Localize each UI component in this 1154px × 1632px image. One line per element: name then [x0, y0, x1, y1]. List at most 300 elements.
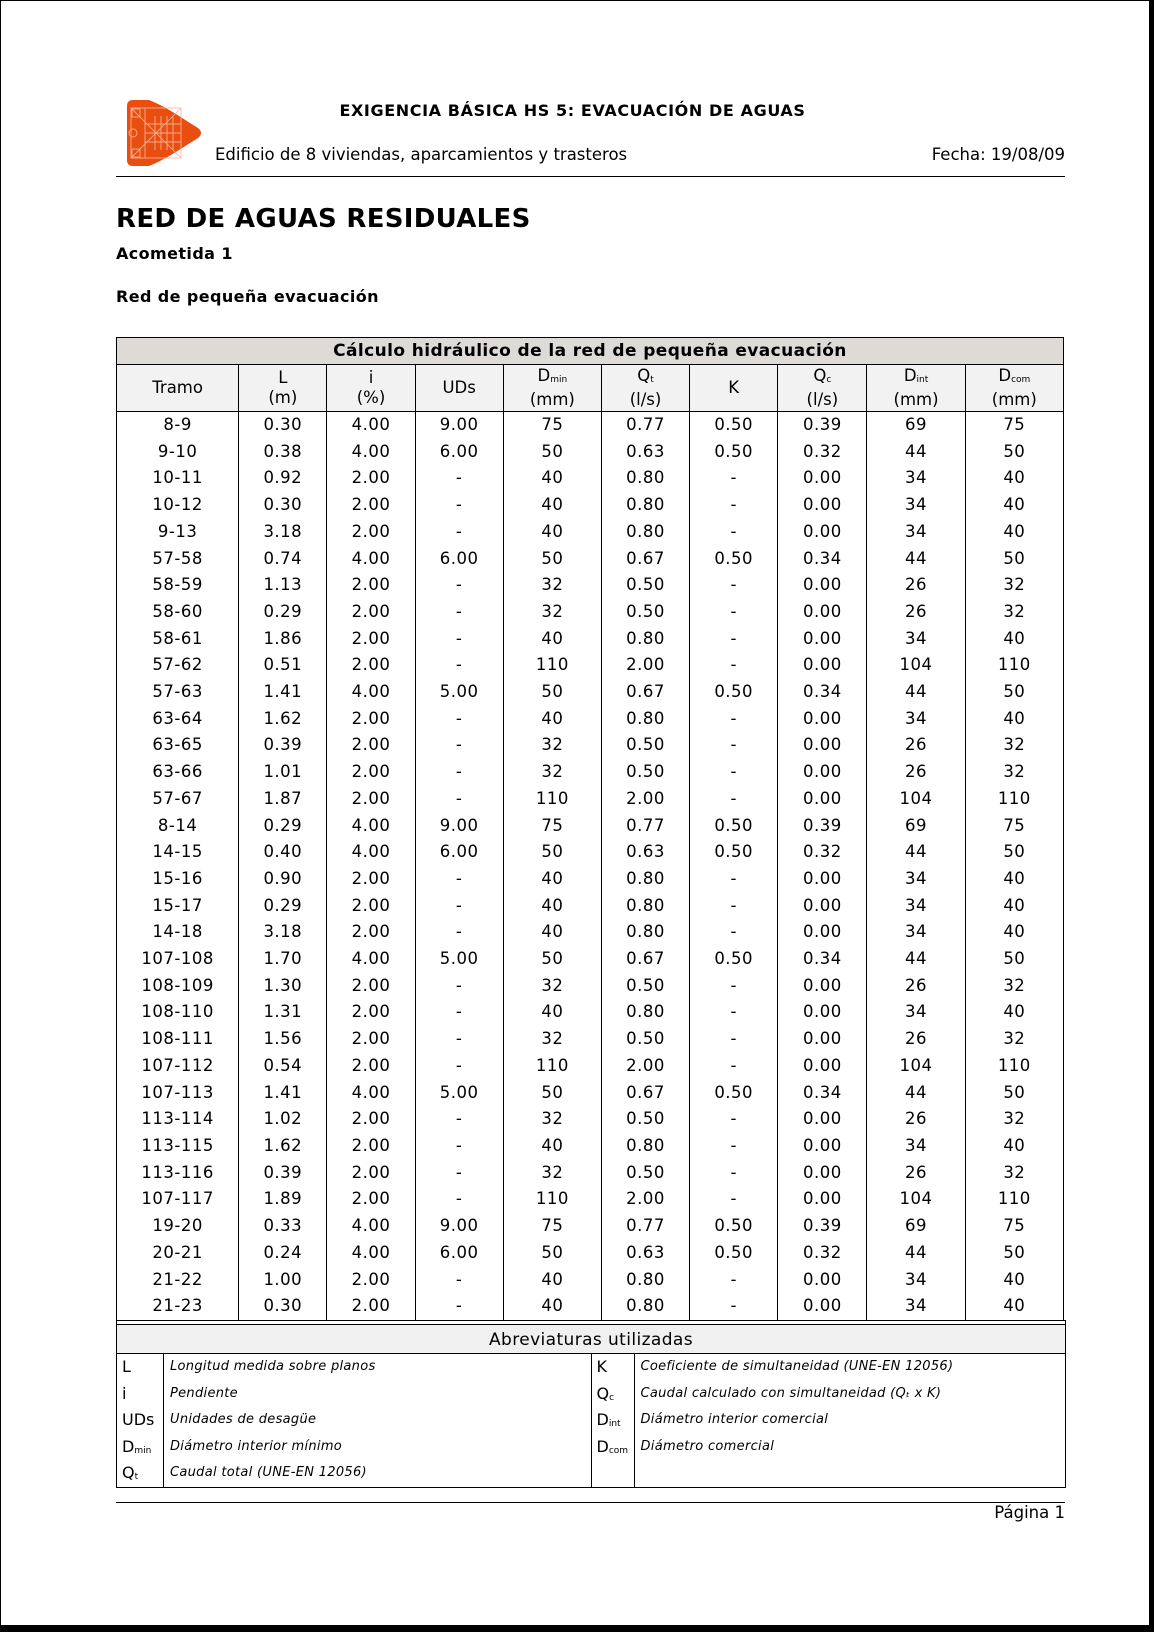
table-cell: 0.63 [601, 1240, 689, 1267]
table-cell: 113-115 [117, 1133, 239, 1160]
table-cell: 44 [867, 546, 965, 573]
table-cell: 0.39 [239, 1160, 327, 1187]
table-row [117, 1293, 1064, 1320]
table-cell: - [415, 572, 503, 599]
table-cell: 8-9 [117, 412, 239, 439]
table-cell: 32 [503, 572, 601, 599]
table-row [117, 946, 1064, 973]
column-header [601, 365, 689, 412]
column-header [965, 365, 1063, 412]
abbreviation-key [117, 1354, 163, 1381]
table-cell: 0.29 [239, 599, 327, 626]
table-row [117, 999, 1064, 1026]
column-header-symbol: D [903, 366, 917, 385]
abbreviation-symbol: L [122, 1357, 131, 1376]
table-cell: 110 [503, 1186, 601, 1213]
table-cell: 0.50 [601, 1026, 689, 1053]
table-cell: 0.80 [601, 999, 689, 1026]
table-cell: 2.00 [601, 786, 689, 813]
abbreviations-right-column [591, 1354, 1066, 1487]
table-cell: 0.67 [601, 679, 689, 706]
table-cell: 44 [867, 679, 965, 706]
table-cell: - [415, 1053, 503, 1080]
table-row [117, 519, 1064, 546]
table-cell: 0.67 [601, 546, 689, 573]
table-cell: 0.80 [601, 1267, 689, 1294]
table-cell: 40 [503, 919, 601, 946]
table-cell: 1.87 [239, 786, 327, 813]
abbreviations-title: Abreviaturas utilizadas [117, 1324, 1065, 1354]
acometida-label: Acometida 1 [116, 244, 233, 263]
table-cell: 40 [965, 626, 1063, 653]
table-cell: 0.50 [690, 946, 778, 973]
table-cell: 26 [867, 572, 965, 599]
table-cell: 9-13 [117, 519, 239, 546]
abbreviation-description: Diámetro interior mínimo [170, 1438, 343, 1454]
table-cell: 6.00 [415, 546, 503, 573]
table-row [117, 599, 1064, 626]
table-cell: 0.80 [601, 626, 689, 653]
table-cell: - [415, 919, 503, 946]
table-row [117, 465, 1064, 492]
table-cell: 0.30 [239, 1293, 327, 1320]
table-cell: 40 [503, 893, 601, 920]
table-cell: 104 [867, 652, 965, 679]
table-cell: 32 [965, 1160, 1063, 1187]
table-cell: 0.00 [778, 1133, 867, 1160]
table-cell: 107-117 [117, 1186, 239, 1213]
table-cell: 0.00 [778, 492, 867, 519]
table-cell: 9.00 [415, 1213, 503, 1240]
abbreviation-key [592, 1407, 634, 1434]
table-cell: 2.00 [327, 759, 415, 786]
table-cell: 4.00 [327, 546, 415, 573]
column-header-symbol: i [368, 368, 374, 387]
subsection-title: Red de pequeña evacuación [116, 287, 379, 306]
table-cell: 57-67 [117, 786, 239, 813]
table-cell: 50 [965, 679, 1063, 706]
table-row [117, 1106, 1064, 1133]
table-cell: 2.00 [327, 1293, 415, 1320]
table-cell: 40 [965, 465, 1063, 492]
abbreviation-symbol: D [596, 1436, 609, 1456]
table-cell: 3.18 [239, 919, 327, 946]
table-cell: 40 [503, 866, 601, 893]
table-cell: 0.80 [601, 706, 689, 733]
table-cell: - [690, 732, 778, 759]
table-cell: 44 [867, 439, 965, 466]
table-cell: - [415, 1160, 503, 1187]
table-cell: 0.32 [778, 1240, 867, 1267]
table-cell: 58-59 [117, 572, 239, 599]
table-cell: 69 [867, 1213, 965, 1240]
table-cell: 44 [867, 1240, 965, 1267]
table-cell: 0.00 [778, 519, 867, 546]
abbreviation-symbol: Q [596, 1383, 610, 1403]
table-cell: 14-15 [117, 839, 239, 866]
column-header-unit: (l/s) [806, 390, 839, 409]
table-cell: 110 [965, 786, 1063, 813]
abbreviation-key [117, 1434, 163, 1461]
table-cell: 2.00 [327, 1267, 415, 1294]
table-cell: 6.00 [415, 1240, 503, 1267]
abbreviation-symbol: K [596, 1357, 607, 1376]
table-cell: 2.00 [327, 492, 415, 519]
table-cell: - [415, 786, 503, 813]
table-cell: 0.34 [778, 679, 867, 706]
table-row [117, 412, 1064, 439]
abbreviation-subscript: min [134, 1445, 152, 1456]
column-header-symbol: Tramo [152, 378, 203, 397]
table-caption: Cálculo hidráulico de la red de pequeña evacuación [117, 338, 1064, 365]
table-cell: 0.34 [778, 946, 867, 973]
table-cell: 0.00 [778, 1106, 867, 1133]
table-cell: - [415, 973, 503, 1000]
table-row [117, 1133, 1064, 1160]
table-cell: 50 [503, 679, 601, 706]
table-cell: 0.50 [690, 813, 778, 840]
table-cell: 110 [965, 1186, 1063, 1213]
table-cell: 1.62 [239, 1133, 327, 1160]
table-cell: 40 [965, 1133, 1063, 1160]
table-cell: 0.63 [601, 439, 689, 466]
table-cell: 40 [965, 893, 1063, 920]
column-header-unit: (%) [356, 388, 386, 407]
table-cell: 0.29 [239, 813, 327, 840]
table-cell: 0.39 [778, 412, 867, 439]
table-cell: 108-110 [117, 999, 239, 1026]
table-cell: 0.00 [778, 1186, 867, 1213]
table-cell: 0.00 [778, 1267, 867, 1294]
table-cell: 6.00 [415, 839, 503, 866]
table-cell: 1.70 [239, 946, 327, 973]
table-cell: 34 [867, 999, 965, 1026]
table-cell: 2.00 [327, 1186, 415, 1213]
column-header-unit: (mm) [991, 390, 1037, 409]
table-cell: 110 [503, 786, 601, 813]
table-cell: 0.38 [239, 439, 327, 466]
table-cell: 110 [503, 652, 601, 679]
table-cell: 50 [503, 1080, 601, 1107]
table-row [117, 866, 1064, 893]
table-cell: 21-23 [117, 1293, 239, 1320]
table-cell: 26 [867, 759, 965, 786]
table-cell: - [690, 599, 778, 626]
table-cell: 1.86 [239, 626, 327, 653]
table-cell: 110 [503, 1053, 601, 1080]
table-row [117, 786, 1064, 813]
table-cell: - [415, 519, 503, 546]
table-cell: 0.39 [778, 813, 867, 840]
table-cell: 0.50 [601, 572, 689, 599]
column-header [327, 365, 415, 412]
table-cell: 0.30 [239, 412, 327, 439]
table-cell: 10-11 [117, 465, 239, 492]
table-cell: 40 [965, 999, 1063, 1026]
column-header [503, 365, 601, 412]
table-cell: 75 [965, 1213, 1063, 1240]
table-cell: 0.50 [601, 973, 689, 1000]
table-cell: 0.50 [601, 732, 689, 759]
table-cell: 50 [965, 546, 1063, 573]
table-cell: 0.50 [690, 439, 778, 466]
table-cell: 57-58 [117, 546, 239, 573]
abbreviation-key [117, 1407, 163, 1434]
table-cell: 104 [867, 1053, 965, 1080]
table-cell: 1.41 [239, 679, 327, 706]
table-cell: 2.00 [601, 1186, 689, 1213]
table-cell: - [690, 465, 778, 492]
table-cell: 32 [503, 1026, 601, 1053]
abbreviations-left-column [117, 1354, 591, 1487]
table-cell: 57-63 [117, 679, 239, 706]
table-cell: 4.00 [327, 1240, 415, 1267]
table-cell: - [415, 759, 503, 786]
table-cell: 2.00 [327, 626, 415, 653]
section-title: RED DE AGUAS RESIDUALES [116, 204, 531, 234]
table-row [117, 1267, 1064, 1294]
column-header-unit: (mm) [529, 390, 575, 409]
table-cell: - [690, 626, 778, 653]
table-cell: 0.54 [239, 1053, 327, 1080]
table-cell: 32 [965, 973, 1063, 1000]
table-cell: 2.00 [327, 893, 415, 920]
table-cell: 32 [965, 1026, 1063, 1053]
table-cell: - [415, 1293, 503, 1320]
table-cell: - [690, 759, 778, 786]
column-header-symbol: Q [813, 366, 827, 385]
table-cell: 32 [503, 973, 601, 1000]
table-cell: 0.67 [601, 946, 689, 973]
table-cell: 34 [867, 492, 965, 519]
table-cell: 0.90 [239, 866, 327, 893]
table-cell: 0.50 [690, 839, 778, 866]
table-cell: 0.29 [239, 893, 327, 920]
table-cell: - [690, 1106, 778, 1133]
table-cell: 50 [503, 439, 601, 466]
document-header-title: EXIGENCIA BÁSICA HS 5: EVACUACIÓN DE AGUAS [339, 101, 806, 120]
table-cell: 0.00 [778, 919, 867, 946]
table-row [117, 546, 1064, 573]
table-cell: 40 [965, 1293, 1063, 1320]
table-cell: 40 [503, 706, 601, 733]
table-cell: 34 [867, 706, 965, 733]
table-cell: 0.00 [778, 866, 867, 893]
table-cell: 40 [503, 519, 601, 546]
table-cell: 19-20 [117, 1213, 239, 1240]
table-cell: 2.00 [327, 786, 415, 813]
table-cell: 40 [503, 465, 601, 492]
table-cell: 40 [965, 706, 1063, 733]
table-cell: - [415, 732, 503, 759]
column-header-symbol: D [537, 366, 551, 385]
project-name: Edificio de 8 viviendas, aparcamientos y trasteros [215, 145, 628, 164]
abbreviation-key [117, 1460, 163, 1487]
table-cell: 0.00 [778, 786, 867, 813]
table-cell: 110 [965, 652, 1063, 679]
abbreviation-subscript: int [608, 1419, 621, 1430]
table-cell: 0.80 [601, 519, 689, 546]
column-header [690, 365, 778, 412]
table-cell: 0.00 [778, 1293, 867, 1320]
table-cell: 0.50 [601, 759, 689, 786]
table-cell: - [415, 1267, 503, 1294]
table-cell: 0.80 [601, 1133, 689, 1160]
table-cell: 0.00 [778, 1160, 867, 1187]
table-row [117, 1186, 1064, 1213]
table-cell: 34 [867, 1267, 965, 1294]
table-cell: 1.62 [239, 706, 327, 733]
table-cell: - [415, 1106, 503, 1133]
table-cell: 32 [503, 1106, 601, 1133]
column-header-unit: (l/s) [629, 390, 662, 409]
table-cell: - [690, 706, 778, 733]
table-cell: 2.00 [601, 1053, 689, 1080]
table-cell: - [415, 465, 503, 492]
table-cell: 2.00 [327, 706, 415, 733]
table-cell: - [690, 999, 778, 1026]
table-cell: 58-60 [117, 599, 239, 626]
table-cell: 63-65 [117, 732, 239, 759]
table-cell: 4.00 [327, 1080, 415, 1107]
table-cell: 108-109 [117, 973, 239, 1000]
table-cell: 32 [503, 1160, 601, 1187]
table-cell: 4.00 [327, 839, 415, 866]
table-cell: 107-112 [117, 1053, 239, 1080]
table-cell: 14-18 [117, 919, 239, 946]
table-cell: 113-114 [117, 1106, 239, 1133]
table-cell: 50 [503, 546, 601, 573]
abbreviation-key [592, 1354, 634, 1381]
table-row [117, 679, 1064, 706]
table-cell: 108-111 [117, 1026, 239, 1053]
abbreviation-description: Caudal calculado con simultaneidad (Qₜ x K) [640, 1385, 942, 1401]
table-cell: 2.00 [327, 1053, 415, 1080]
table-cell: 40 [503, 999, 601, 1026]
table-row [117, 759, 1064, 786]
abbreviation-symbol: Q [122, 1463, 135, 1483]
table-cell: 104 [867, 1186, 965, 1213]
table-cell: - [690, 786, 778, 813]
table-cell: 40 [965, 492, 1063, 519]
table-cell: 2.00 [601, 652, 689, 679]
table-cell: 0.50 [690, 679, 778, 706]
abbreviation-symbol: UDs [122, 1410, 155, 1430]
table-cell: - [690, 1186, 778, 1213]
footer-divider [116, 1502, 1065, 1503]
table-cell: 0.50 [601, 1160, 689, 1187]
table-cell: - [690, 1267, 778, 1294]
table-cell: 2.00 [327, 465, 415, 492]
table-cell: 75 [965, 813, 1063, 840]
table-cell: 34 [867, 465, 965, 492]
table-cell: - [415, 1186, 503, 1213]
table-cell: 26 [867, 599, 965, 626]
abbreviation-key [592, 1381, 634, 1408]
table-cell: 44 [867, 1080, 965, 1107]
table-cell: 26 [867, 1160, 965, 1187]
table-cell: 32 [503, 732, 601, 759]
table-cell: 1.30 [239, 973, 327, 1000]
abbreviations-box [116, 1320, 1066, 1488]
table-row [117, 1160, 1064, 1187]
table-cell: 0.30 [239, 492, 327, 519]
table-row [117, 1080, 1064, 1107]
table-cell: 0.50 [690, 546, 778, 573]
table-cell: 0.80 [601, 492, 689, 519]
table-cell: - [690, 1160, 778, 1187]
table-cell: 0.92 [239, 465, 327, 492]
abbreviation-subscript: com [608, 1445, 629, 1456]
table-cell: 2.00 [327, 999, 415, 1026]
table-cell: 0.00 [778, 652, 867, 679]
table-cell: 9-10 [117, 439, 239, 466]
table-cell: 1.01 [239, 759, 327, 786]
table-cell: 0.00 [778, 999, 867, 1026]
table-cell: - [690, 652, 778, 679]
table-cell: - [690, 973, 778, 1000]
table-row [117, 973, 1064, 1000]
table-cell: 34 [867, 626, 965, 653]
abbreviation-key [592, 1434, 634, 1461]
table-cell: 32 [965, 599, 1063, 626]
table-cell: 75 [503, 813, 601, 840]
document-date: Fecha: 19/08/09 [931, 145, 1065, 164]
table-cell: - [415, 999, 503, 1026]
table-cell: 69 [867, 813, 965, 840]
column-header-unit: (m) [268, 388, 298, 407]
table-cell: - [690, 1133, 778, 1160]
table-cell: 0.00 [778, 706, 867, 733]
table-cell: 2.00 [327, 973, 415, 1000]
abbreviation-description: Unidades de desagüe [170, 1412, 317, 1428]
table-row [117, 706, 1064, 733]
column-header-subscript: c [826, 375, 832, 385]
table-cell: 2.00 [327, 1133, 415, 1160]
table-cell: 50 [503, 946, 601, 973]
table-cell: 32 [965, 759, 1063, 786]
table-cell: 107-113 [117, 1080, 239, 1107]
column-header-unit: (mm) [893, 390, 939, 409]
table-cell: 2.00 [327, 1160, 415, 1187]
table-cell: 2.00 [327, 919, 415, 946]
table-cell: - [690, 919, 778, 946]
table-cell: 32 [503, 759, 601, 786]
table-cell: 69 [867, 412, 965, 439]
table-cell: 0.39 [778, 1213, 867, 1240]
table-cell: 58-61 [117, 626, 239, 653]
table-cell: 0.00 [778, 1053, 867, 1080]
table-cell: 34 [867, 919, 965, 946]
abbreviation-description: Coeficiente de simultaneidad (UNE-EN 12056) [640, 1359, 954, 1374]
table-row [117, 1213, 1064, 1240]
table-cell: - [690, 492, 778, 519]
table-row [117, 839, 1064, 866]
column-header [117, 365, 239, 412]
table-cell: - [415, 652, 503, 679]
table-cell: 44 [867, 839, 965, 866]
column-header [415, 365, 503, 412]
table-cell: 0.80 [601, 893, 689, 920]
table-cell: 0.50 [601, 599, 689, 626]
table-cell: 1.02 [239, 1106, 327, 1133]
table-cell: 34 [867, 519, 965, 546]
table-cell: 34 [867, 1293, 965, 1320]
table-cell: 40 [965, 866, 1063, 893]
table-cell: 0.34 [778, 1080, 867, 1107]
table-cell: 50 [965, 839, 1063, 866]
table-cell: 50 [965, 1080, 1063, 1107]
